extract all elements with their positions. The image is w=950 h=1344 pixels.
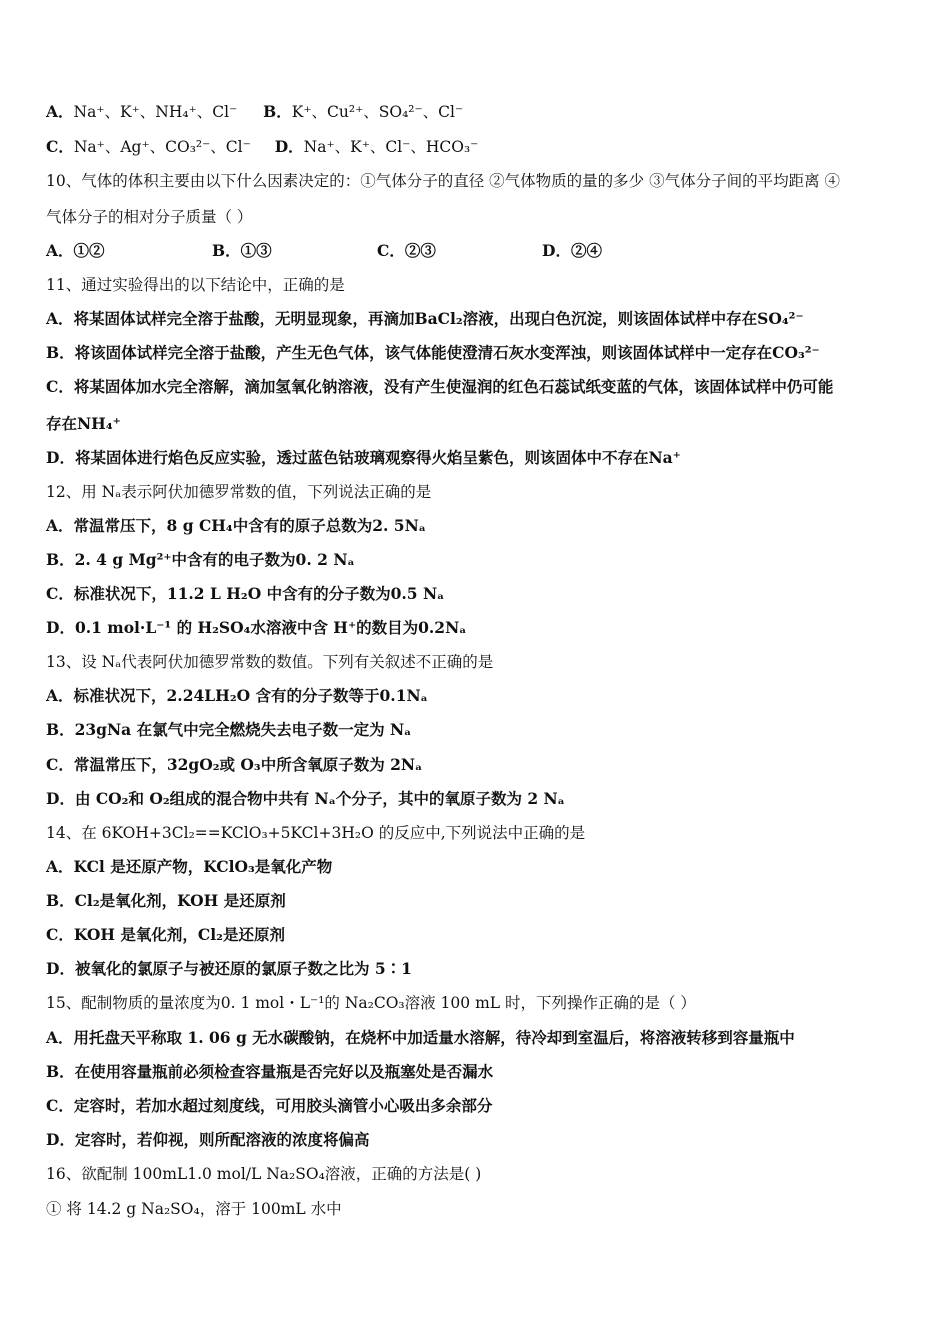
- q16-item-1: ① 将 14.2 g Na₂SO₄，溶于 100mL 水中: [46, 1200, 342, 1218]
- q9-options-row-1: [46, 102, 910, 122]
- q9-option-c-label: C．: [46, 137, 74, 156]
- q12-option-a: A．常温常压下，8 g CH₄中含有的原子总数为2. 5Nₐ: [46, 516, 426, 535]
- q15-option-b: B．在使用容量瓶前必须检查容量瓶是否完好以及瓶塞处是否漏水: [46, 1062, 494, 1081]
- q11-option-a: A．将某固体试样完全溶于盐酸，无明显现象，再滴加BaCl₂溶液，出现白色沉淀，则该固体试样中存在SO₄²⁻: [46, 309, 804, 328]
- q14-option-d: D．被氧化的氯原子与被还原的氯原子数之比为 5∶1: [46, 959, 412, 978]
- q9-option-c: Na⁺、Ag⁺、CO₃²⁻、Cl⁻: [73, 138, 251, 156]
- q12-stem: 12、用 Nₐ表示阿伏加德罗常数的值，下列说法正确的是: [46, 483, 432, 501]
- q14-option-b: B．Cl₂是氧化剂，KOH 是还原剂: [46, 891, 286, 910]
- q16-stem: 16、欲配制 100mL1.0 mol/L Na₂SO₄溶液，正确的方法是( ): [46, 1165, 482, 1183]
- q10-stem-line-1: 10、气体的体积主要由以下什么因素决定的：①气体分子的直径 ②气体物质的量的多少 ③气体分子间的平均距离 ④: [46, 172, 841, 190]
- q13-option-a: A．标准状况下，2.24LH₂O 含有的分子数等于0.1Nₐ: [46, 686, 428, 705]
- q9-options-row-2: [46, 137, 910, 157]
- q11-option-c-line-2: 存在NH₄⁺: [46, 414, 121, 433]
- q12-option-b: B．2. 4 g Mg²⁺中含有的电子数为0. 2 Nₐ: [46, 550, 355, 569]
- q10-option-c: C．②③: [377, 241, 436, 260]
- q10-option-d: D．②④: [542, 241, 602, 260]
- q14-option-a: A．KCl 是还原产物，KClO₃是氧化产物: [46, 857, 333, 876]
- q11-option-d: D．将某固体进行焰色反应实验，透过蓝色钴玻璃观察得火焰呈紫色，则该固体中不存在Na⁺: [46, 448, 681, 467]
- q13-option-c: C．常温常压下，32gO₂或 O₃中所含氧原子数为 2Nₐ: [46, 755, 423, 774]
- q14-stem: 14、在 6KOH+3Cl₂==KClO₃+5KCl+3H₂O 的反应中,下列说法中正确的是: [46, 824, 586, 842]
- q15-option-d: D．定容时，若仰视，则所配溶液的浓度将偏高: [46, 1130, 370, 1149]
- q15-option-a: A．用托盘天平称取 1. 06 g 无水碳酸钠，在烧杯中加适量水溶解，待冷却到室温后，将溶液转移到容量瓶中: [46, 1028, 795, 1047]
- q12-option-c: C．标准状况下，11.2 L H₂O 中含有的分子数为0.5 Nₐ: [46, 584, 445, 603]
- q9-option-b: K⁺、Cu²⁺、SO₄²⁻、Cl⁻: [291, 103, 464, 121]
- q15-stem: 15、配制物质的量浓度为0. 1 mol・L⁻¹的 Na₂CO₃溶液 100 mL 时，下列操作正确的是（ ）: [46, 994, 696, 1012]
- q11-option-c-line-1: C．将某固体加水完全溶解，滴加氢氧化钠溶液，没有产生使湿润的红色石蕊试纸变蓝的气体，该固体试样中仍可能: [46, 377, 834, 396]
- q9-option-a: Na⁺、K⁺、NH₄⁺、Cl⁻: [73, 103, 238, 121]
- q10-option-a: A．①②: [46, 241, 105, 260]
- q9-option-b-label: B．: [263, 102, 292, 121]
- q15-option-c: C．定容时，若加水超过刻度线，可用胶头滴管小心吸出多余部分: [46, 1096, 493, 1115]
- q9-option-d-label: D．: [274, 137, 304, 156]
- q9-option-a-label: A．: [46, 102, 74, 121]
- q11-option-b: B．将该固体试样完全溶于盐酸，产生无色气体，该气体能使澄清石灰水变浑浊，则该固体试样中一定存在CO₃²⁻: [46, 343, 820, 362]
- q13-option-d: D．由 CO₂和 O₂组成的混合物中共有 Nₐ个分子，其中的氧原子数为 2 Nₐ: [46, 789, 565, 808]
- q13-stem: 13、设 Nₐ代表阿伏加德罗常数的数值。下列有关叙述不正确的是: [46, 653, 494, 671]
- q9-option-d: Na⁺、K⁺、Cl⁻、HCO₃⁻: [303, 138, 479, 156]
- q12-option-d: D．0.1 mol·L⁻¹ 的 H₂SO₄水溶液中含 H⁺的数目为0.2Nₐ: [46, 618, 467, 637]
- q14-option-c: C．KOH 是氧化剂，Cl₂是还原剂: [46, 925, 285, 944]
- q10-option-b: B．①③: [212, 241, 272, 260]
- q13-option-b: B．23gNa 在氯气中完全燃烧失去电子数一定为 Nₐ: [46, 720, 412, 739]
- q10-stem-line-2: 气体分子的相对分子质量（ ）: [46, 208, 253, 226]
- q11-stem: 11、通过实验得出的以下结论中，正确的是: [46, 276, 345, 294]
